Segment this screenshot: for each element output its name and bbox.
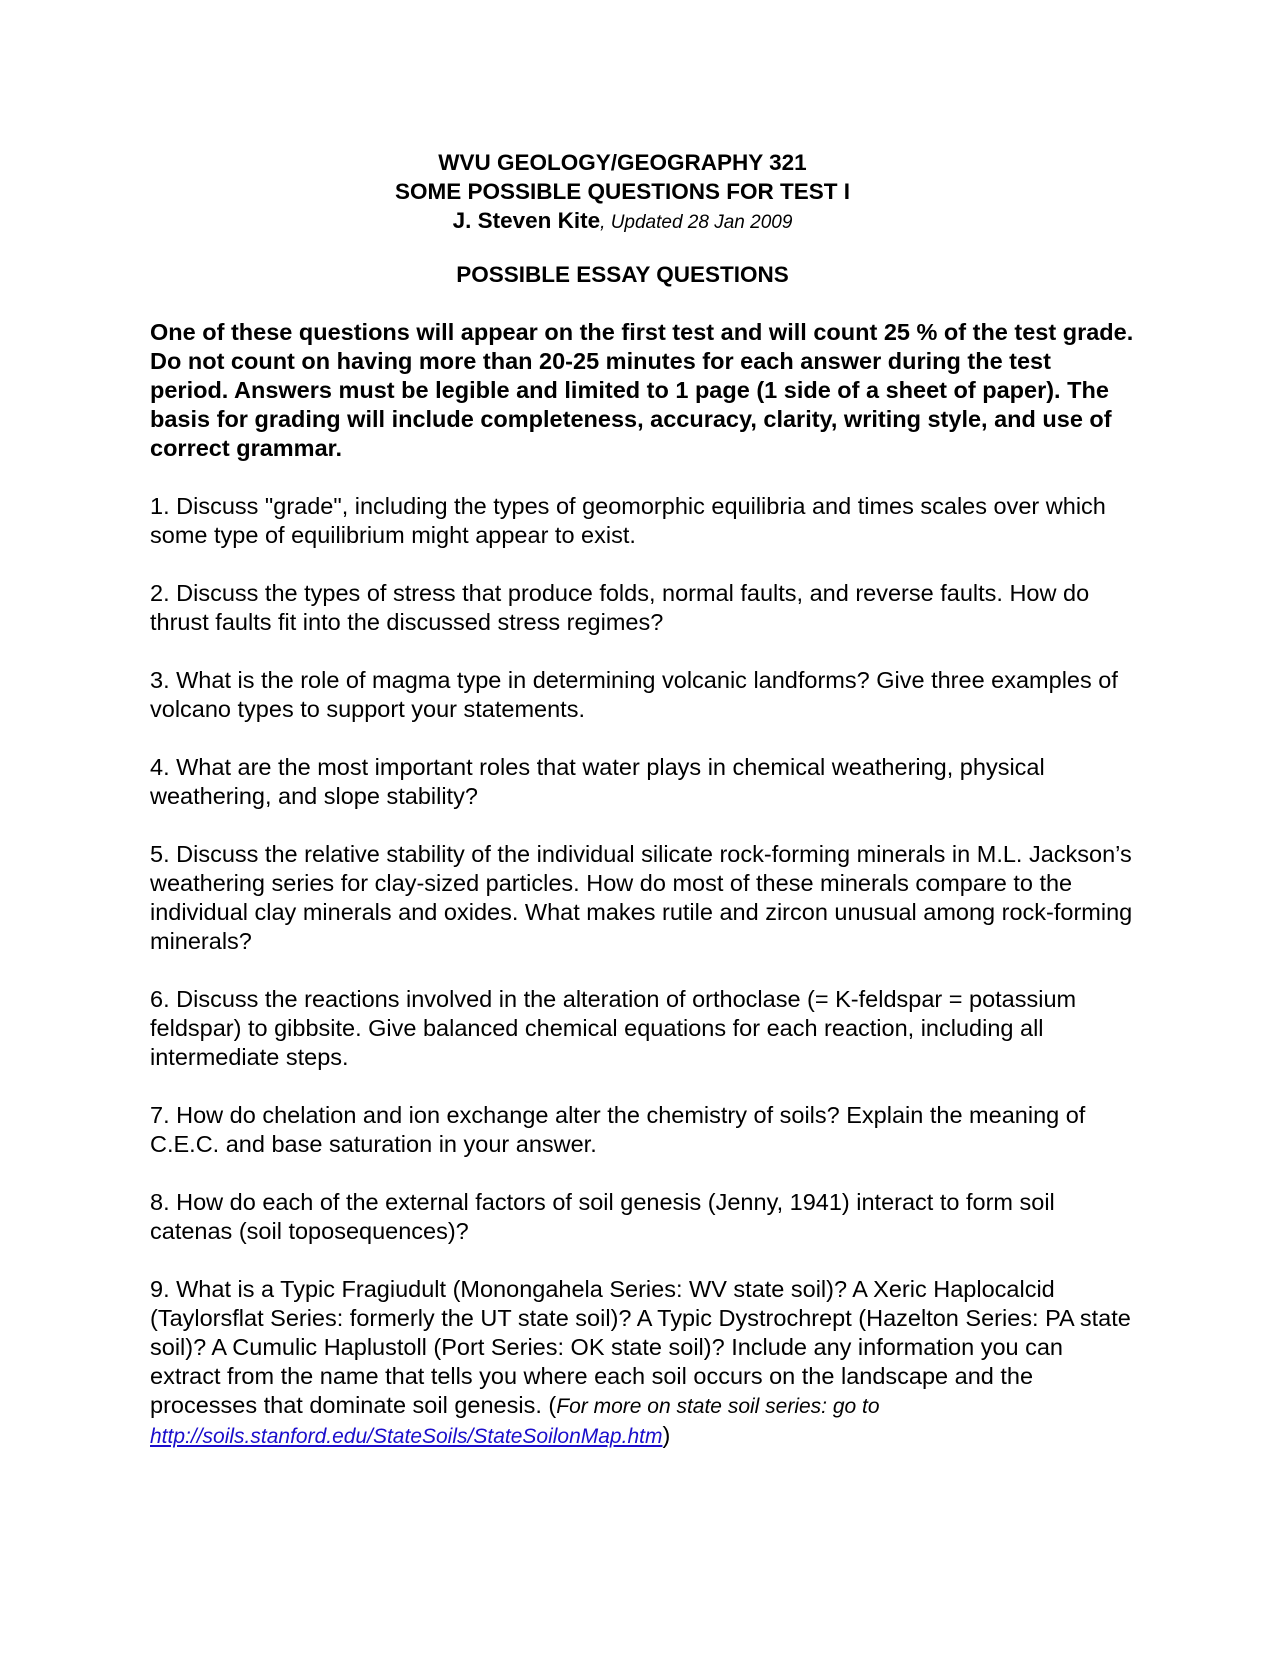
intro-paragraph: One of these questions will appear on the first test and will count 25 % of the test grade. Do not count on having more than 20-25 minutes for each answer during the test period. Answers must be legible and limited to 1 page (1 side of a sheet of paper). The basis for grading will include completeness, accuracy, clarity, writing style, and use of correct grammar. (150, 319, 1134, 461)
document-subtitle: SOME POSSIBLE QUESTIONS FOR TEST I (394, 179, 851, 204)
author-name: J. Steven Kite (452, 208, 601, 233)
question-7: 7. How do chelation and ion exchange alter the chemistry of soils? Explain the meaning of C.E.C. and base saturation in your answer. (150, 1102, 1086, 1157)
section-title: POSSIBLE ESSAY QUESTIONS (456, 262, 789, 287)
document-header (130, 148, 1115, 237)
question-9 (150, 1275, 1135, 1451)
question-8: 8. How do each of the external factors of soil genesis (Jenny, 1941) interact to form soil catenas (soil toposequences)? (150, 1189, 1055, 1244)
document-page (150, 148, 1135, 1451)
course-title: WVU GEOLOGY/GEOGRAPHY 321 (438, 150, 807, 175)
state-soils-link[interactable]: http://soils.stanford.edu/StateSoils/StateSoilonMap.htm (150, 1425, 663, 1448)
question-9-text: 9. What is a Typic Fragiudult (Monongahela Series: WV state soil)? A Xeric Haplocalcid (Taylorsflat Series: formerly the UT state soil)? A Typic Dystrochrept (Hazelton Series: PA state soil)? A Cumulic Haplustoll (Port Series: OK state soil)? Include any information you can extract from the name that tells you where each soil occurs on the landscape and the processes that dominate soil genesis. ( (150, 1276, 1131, 1418)
updated-date: , Updated 28 Jan 2009 (600, 212, 793, 233)
question-4: 4. What are the most important roles that water plays in chemical weathering, physical weathering, and slope stability? (150, 754, 1045, 809)
state-soil-note: For more on state soil series: go to (556, 1395, 880, 1418)
question-3: 3. What is the role of magma type in determining volcanic landforms? Give three examples of volcano types to support your statements. (150, 667, 1118, 722)
author-line (130, 206, 1115, 237)
question-9-close: ) (662, 1422, 671, 1448)
question-5: 5. Discuss the relative stability of the individual silicate rock-forming minerals in M.L. Jackson’s weathering series for clay-sized particles. How do most of these minerals compare to the individual clay minerals and oxides. What makes rutile and zircon unusual among rock-forming minerals? (150, 841, 1133, 954)
question-1: 1. Discuss "grade", including the types of geomorphic equilibria and times scales over which some type of equilibrium might appear to exist. (150, 493, 1106, 548)
question-6: 6. Discuss the reactions involved in the alteration of orthoclase (= K-feldspar = potassium feldspar) to gibbsite. Give balanced chemical equations for each reaction, including all intermediate steps. (150, 986, 1077, 1070)
question-2: 2. Discuss the types of stress that produce folds, normal faults, and reverse faults. How do thrust faults fit into the discussed stress regimes? (150, 580, 1090, 635)
